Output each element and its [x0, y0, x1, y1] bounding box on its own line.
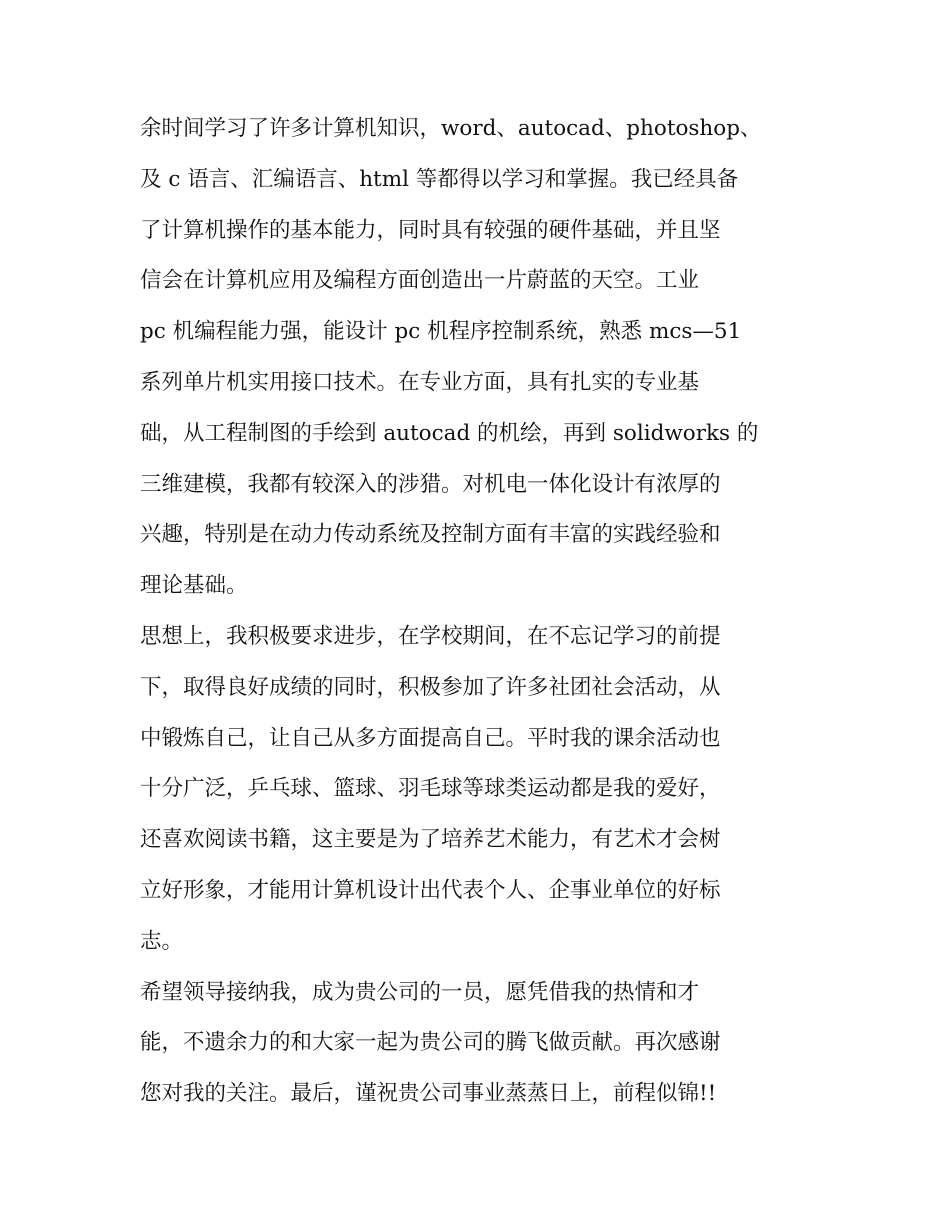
text-line: 兴趣，特别是在动力传动系统及控制方面有丰富的实践经验和 — [140, 522, 721, 548]
text-line: 中锻炼自己，让自己从多方面提高自己。平时我的课余活动也 — [140, 725, 721, 751]
paragraph-skills — [140, 104, 820, 612]
text-line: 志。 — [140, 928, 184, 954]
text-line: pc 机编程能力强，能设计 pc 机程序控制系统，熟悉 mcs—51 — [140, 319, 742, 345]
paragraph-closing — [140, 968, 820, 1120]
text-line: 信会在计算机应用及编程方面创造出一片蔚蓝的天空。工业 — [140, 268, 700, 294]
text-line: 还喜欢阅读书籍，这主要是为了培养艺术能力，有艺术才会树 — [140, 827, 721, 853]
text-line: 了计算机操作的基本能力，同时具有较强的硬件基础，并且坚 — [140, 217, 721, 243]
text-line: 三维建模，我都有较深入的涉猎。对机电一体化设计有浓厚的 — [140, 471, 721, 497]
text-line: 理论基础。 — [140, 573, 248, 599]
text-line: 系列单片机实用接口技术。在专业方面，具有扎实的专业基 — [140, 369, 700, 395]
text-line: 础，从工程制图的手绘到 autocad 的机绘，再到 solidworks 的 — [140, 420, 759, 446]
text-line: 下，取得良好成绩的同时，积极参加了许多社团社会活动，从 — [140, 674, 721, 700]
text-line: 希望领导接纳我，成为贵公司的一员，愿凭借我的热情和才 — [140, 979, 700, 1005]
text-line: 思想上，我积极要求进步，在学校期间，在不忘记学习的前提 — [140, 623, 721, 649]
body-text — [140, 104, 820, 1120]
text-line: 及 c 语言、汇编语言、html 等都得以学习和掌握。我已经具备 — [140, 166, 739, 192]
text-line: 您对我的关注。最后，谨祝贵公司事业蒸蒸日上，前程似锦!! — [140, 1081, 717, 1107]
text-line: 立好形象，才能用计算机设计出代表个人、企事业单位的好标 — [140, 877, 721, 903]
text-line: 十分广泛，乒乓球、篮球、羽毛球等球类运动都是我的爱好， — [140, 776, 721, 802]
paragraph-ideology — [140, 612, 820, 968]
text-line: 能，不遗余力的和大家一起为贵公司的腾飞做贡献。再次感谢 — [140, 1030, 721, 1056]
text-line: 余时间学习了许多计算机知识，word、autocad、photoshop、 — [140, 116, 762, 141]
